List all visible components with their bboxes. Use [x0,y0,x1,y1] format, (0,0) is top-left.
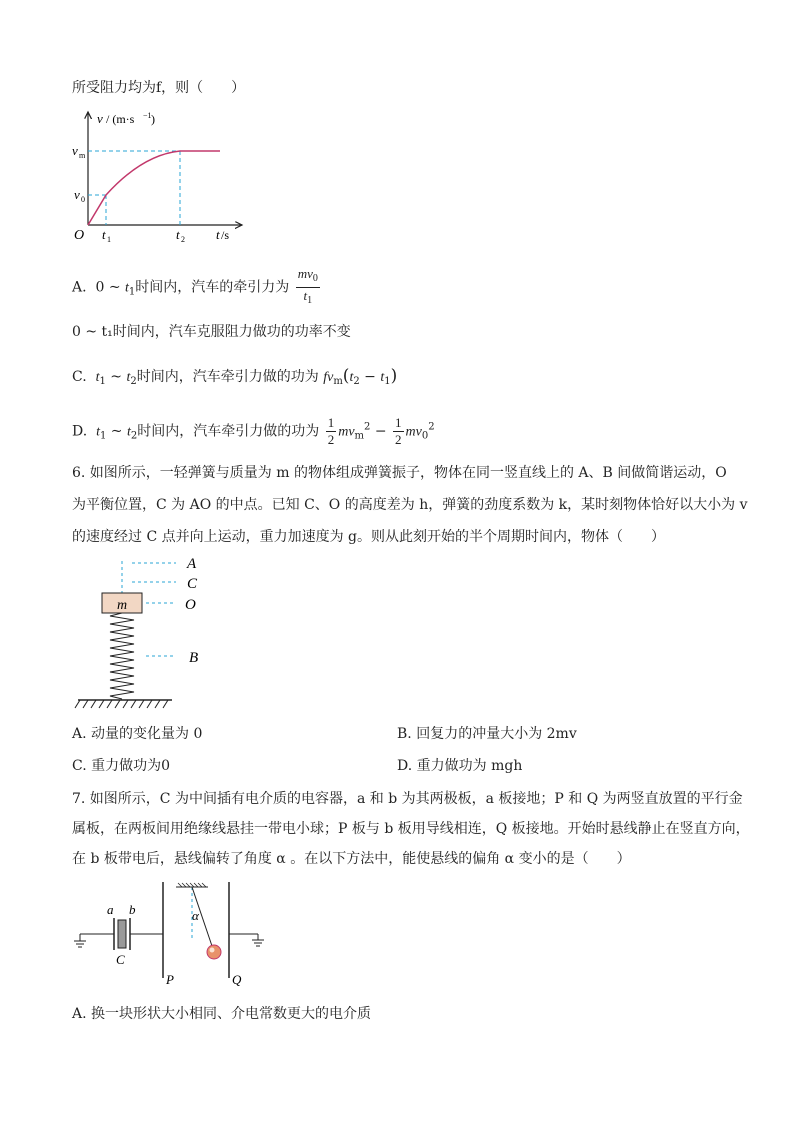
q6-option-a[interactable]: A. 动量的变化量为 0 [72,726,203,742]
alpha-label: α [192,908,199,923]
q5-option-c[interactable]: C. $t_1$ ~ $t_2$时间内，汽车牵引力做的功为 $fv_m(t_2 - t_1)$ [72,366,398,387]
q6-stem-line2: 为平衡位置，C 为 AO 的中点。已知 C、O 的高度差为 h，弹簧的劲度系数为 k，某时刻物体恰好以大小为 v [72,497,748,513]
q7-stem-line2: 属板，在两板间用绝缘线悬挂一带电小球；P 板与 b 板用导线相连，Q 板接地。开始时悬线静止在竖直方向， [72,821,750,837]
svg-text:−1: −1 [143,111,152,120]
vm-label: v [72,143,78,158]
capacitor-c-label: C [116,952,125,967]
v0-label: v [74,187,80,202]
point-c-label: C [187,576,198,592]
q6-stem-line1: 6. 如图所示，一轻弹簧与质量为 m 的物体组成弹簧振子，物体在同一竖直线上的 A、B 间做简谐运动，O [72,465,727,481]
plate-q-label: Q [232,972,242,987]
q6-stem-line3: 的速度经过 C 点并向上运动，重力加速度为 g。则从此刻开始的半个周期时间内，物体（ ） [72,529,666,545]
q6-option-b[interactable]: B. 回复力的冲量大小为 2mv [397,726,577,742]
plate-p-label: P [166,972,174,987]
plate-a-label: a [107,902,114,917]
point-b-label: B [189,650,199,666]
q6-option-d[interactable]: D. 重力做功为 mgh [397,758,523,774]
point-a-label: A [187,556,197,572]
mass-label: m [117,598,128,613]
svg-text:0: 0 [81,195,85,204]
svg-text:/s: /s [221,228,230,242]
q6-spring-figure [72,553,232,715]
svg-text:m: m [79,151,86,160]
q7-stem-line1: 7. 如图所示，C 为中间插有电介质的电容器，a 和 b 为其两极板，a 板接地；P 和 Q 为两竖直放置的平行金 [72,791,743,807]
y-axis-unit: / (m·s [106,112,135,126]
q5-option-a[interactable]: A. 0 ~ $t_1$时间内，汽车的牵引力为 $\frac{mv_0}{t_1}$ [72,266,322,309]
q5-option-d[interactable]: D. $t_1$ ~ $t_2$时间内，汽车牵引力做的功为 $\frac{1}{2}$ $mv_m^2$ − $\frac{1}{2}$ $mv_0^2$ [72,415,435,447]
origin-label: O [74,228,85,243]
q5-option-b[interactable]: 0 ~ t₁时间内，汽车克服阻力做功的功率不变 [72,324,351,340]
formula-fvm: fv [323,370,334,385]
q7-capacitor-figure [72,878,282,988]
svg-text:): ) [151,112,155,126]
point-o-label: O [185,597,196,613]
q5-vt-graph [70,104,250,249]
q7-stem-line3: 在 b 板带电后，悬线偏转了角度 α 。在以下方法中，能使悬线的偏角 α 变小的是（ ） [72,851,631,867]
svg-text:2: 2 [181,235,185,244]
svg-text:1: 1 [107,235,111,244]
t2-label: t [176,227,180,242]
formula-mv0-over-t1: $\frac{mv_0}{t_1}$ [297,266,318,306]
q7-option-a[interactable]: A. 换一块形状大小相同、介电常数更大的电介质 [72,1006,372,1022]
q5-stem: 所受阻力均为f，则（ ） [72,80,246,96]
t1-label: t [102,227,106,242]
q6-option-c[interactable]: C. 重力做功为0 [72,758,171,774]
x-axis-label: t [216,227,220,242]
y-axis-label: v [97,111,103,126]
plate-b-label: b [129,902,136,917]
